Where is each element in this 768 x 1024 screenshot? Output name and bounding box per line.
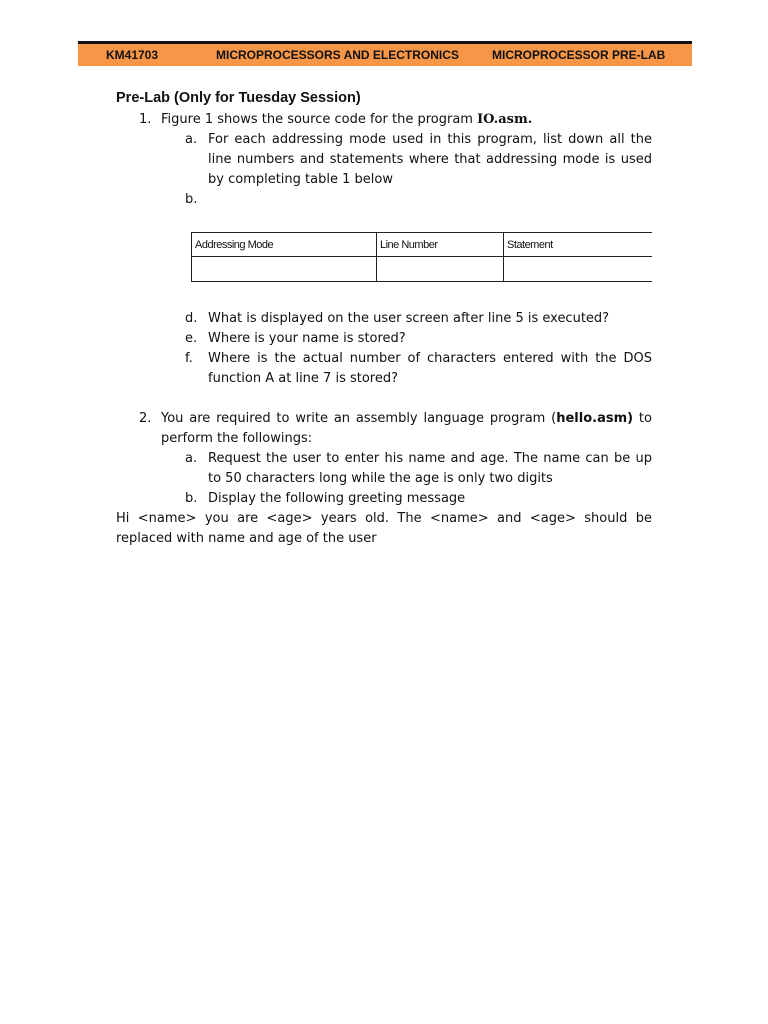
question-1d-label: d. — [185, 311, 198, 326]
question-1b-label: b. — [185, 192, 198, 207]
question-2a-label: a. — [185, 451, 198, 466]
table-header-row — [192, 233, 653, 257]
question-1-number: 1. — [139, 112, 152, 127]
question-2-program: hello.asm) — [556, 411, 634, 426]
question-1f-label: f. — [185, 351, 193, 366]
table-cell — [192, 257, 377, 282]
question-2-text-tail: to perform the followings: — [161, 411, 652, 446]
question-2-text — [161, 409, 652, 449]
table-header-addressing-mode: Addressing Mode — [192, 233, 377, 257]
document-header — [78, 41, 692, 66]
question-1d-text: What is displayed on the user screen after line 5 is executed? — [208, 311, 610, 326]
question-2-text-lead: You are required to write an assembly language program ( — [161, 411, 557, 426]
question-1e-text: Where is your name is stored? — [208, 331, 406, 346]
question-1-text-lead: Figure 1 shows the source code for the program — [161, 112, 478, 127]
course-code: KM41703 — [106, 48, 159, 62]
question-1e-label: e. — [185, 331, 198, 346]
question-1f-text: Where is the actual number of characters entered with the DOS function A at line 7 is stored? — [208, 351, 652, 386]
addressing-mode-table — [191, 232, 652, 282]
question-2-number: 2. — [139, 411, 152, 426]
question-1-program: IO.asm. — [477, 112, 533, 127]
course-title: MICROPROCESSORS AND ELECTRONICS — [216, 48, 459, 62]
page-title: Pre-Lab (Only for Tuesday Session) — [116, 90, 361, 106]
question-2b-label: b. — [185, 491, 198, 506]
table-header-line-number: Line Number — [377, 233, 504, 257]
table-row — [192, 257, 653, 282]
question-2a-text: Request the user to enter his name and age. The name can be up to 50 characters long while the age is only two digits — [208, 451, 652, 486]
question-1a-text: For each addressing mode used in this program, list down all the line numbers and statements where that addressing mode is used by completing table 1 below — [208, 132, 652, 187]
table-header-statement: Statement — [504, 233, 653, 257]
greeting-instruction: Hi <name> you are <age> years old. The <name> and <age> should be replaced with name and age of the user — [116, 511, 652, 546]
table-cell — [377, 257, 504, 282]
question-2b-text: Display the following greeting message — [208, 491, 466, 506]
question-1a-label: a. — [185, 132, 198, 147]
lab-title: MICROPROCESSOR PRE-LAB — [492, 48, 666, 62]
question-1-text — [161, 110, 652, 130]
table-cell — [504, 257, 653, 282]
